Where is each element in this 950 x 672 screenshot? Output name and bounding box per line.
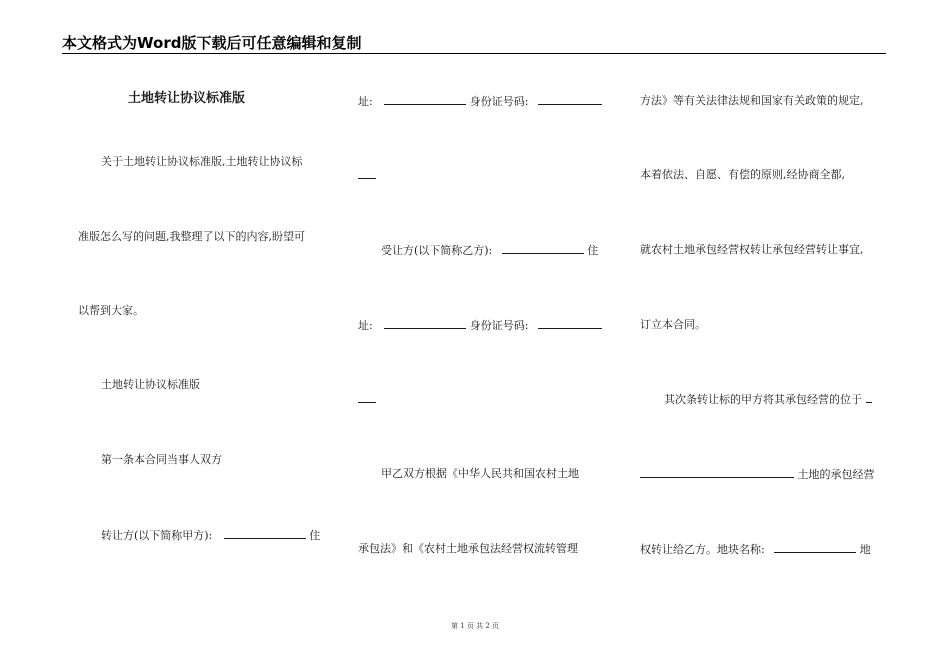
transferor-name-blank[interactable] xyxy=(224,528,306,539)
law-basis-line-1: 甲乙双方根据《中华人民共和国农村土地 xyxy=(381,467,579,480)
plot-name-blank[interactable] xyxy=(774,542,856,553)
location-blank-start[interactable] xyxy=(866,392,872,403)
transferor-tail: 住 xyxy=(309,529,321,542)
transferee-tail: 住 xyxy=(587,244,599,257)
document-header: 本文格式为Word版下载后可任意编辑和复制 xyxy=(62,34,362,52)
document-title: 土地转让协议标准版 xyxy=(128,91,246,106)
transferor-id-blank-cont[interactable] xyxy=(358,168,376,179)
transferor-id-continuation xyxy=(358,168,376,183)
location-line xyxy=(640,467,875,482)
transferor-address-blank[interactable] xyxy=(384,94,466,105)
transferee-id-continuation xyxy=(358,392,376,407)
col3-line-1: 方法》等有关法律法规和国家有关政策的规定, xyxy=(640,94,864,107)
transferee-label: 受让方(以下简称乙方): xyxy=(381,244,493,257)
law-basis-line-2: 承包法》和《农村土地承包法经营权流转管理 xyxy=(358,542,578,555)
col3-line-3: 就农村土地承包经营权转让承包经营转让事宜, xyxy=(640,243,864,256)
article-2-text: 其次条转让标的甲方将其承包经营的位于 xyxy=(664,393,862,406)
intro-line-1: 关于土地转让协议标准版,土地转让协议标 xyxy=(101,155,303,168)
col3-line-2: 本着依法、自愿、有偿的原则,经协商全都, xyxy=(640,168,845,181)
location-tail: 土地的承包经营 xyxy=(797,468,875,481)
transferee-address-blank[interactable] xyxy=(384,318,466,329)
transferee-line xyxy=(381,243,598,258)
section-heading: 土地转让协议标准版 xyxy=(101,378,200,391)
plot-name-label: 权转让给乙方。地块名称: xyxy=(640,543,765,556)
id-label: 身份证号码: xyxy=(469,95,529,108)
article-1-heading: 第一条本合同当事人双方 xyxy=(101,453,222,466)
header-divider xyxy=(62,53,886,54)
article-2-line xyxy=(664,392,872,407)
transferee-name-blank[interactable] xyxy=(502,243,584,254)
plot-name-line xyxy=(640,542,871,557)
transferor-label: 转让方(以下简称甲方): xyxy=(101,529,213,542)
page-number: 第 1 页 共 2 页 xyxy=(450,622,500,630)
transferee-address-line xyxy=(358,318,602,333)
transferee-id-blank[interactable] xyxy=(538,318,602,329)
id-label-b: 身份证号码: xyxy=(469,319,529,332)
intro-line-2: 准版怎么写的问题,我整理了以下的内容,盼望可 xyxy=(78,230,305,243)
address-label: 址: xyxy=(358,95,373,108)
location-blank[interactable] xyxy=(640,467,794,478)
transferor-address-line xyxy=(358,94,602,109)
transferor-line xyxy=(101,528,320,543)
address-label-b: 址: xyxy=(358,319,373,332)
intro-line-3: 以帮到大家。 xyxy=(78,304,144,317)
plot-name-tail: 地 xyxy=(859,543,871,556)
col3-line-4: 订立本合同。 xyxy=(640,318,706,331)
transferor-id-blank[interactable] xyxy=(538,94,602,105)
transferee-id-blank-cont[interactable] xyxy=(358,392,376,403)
